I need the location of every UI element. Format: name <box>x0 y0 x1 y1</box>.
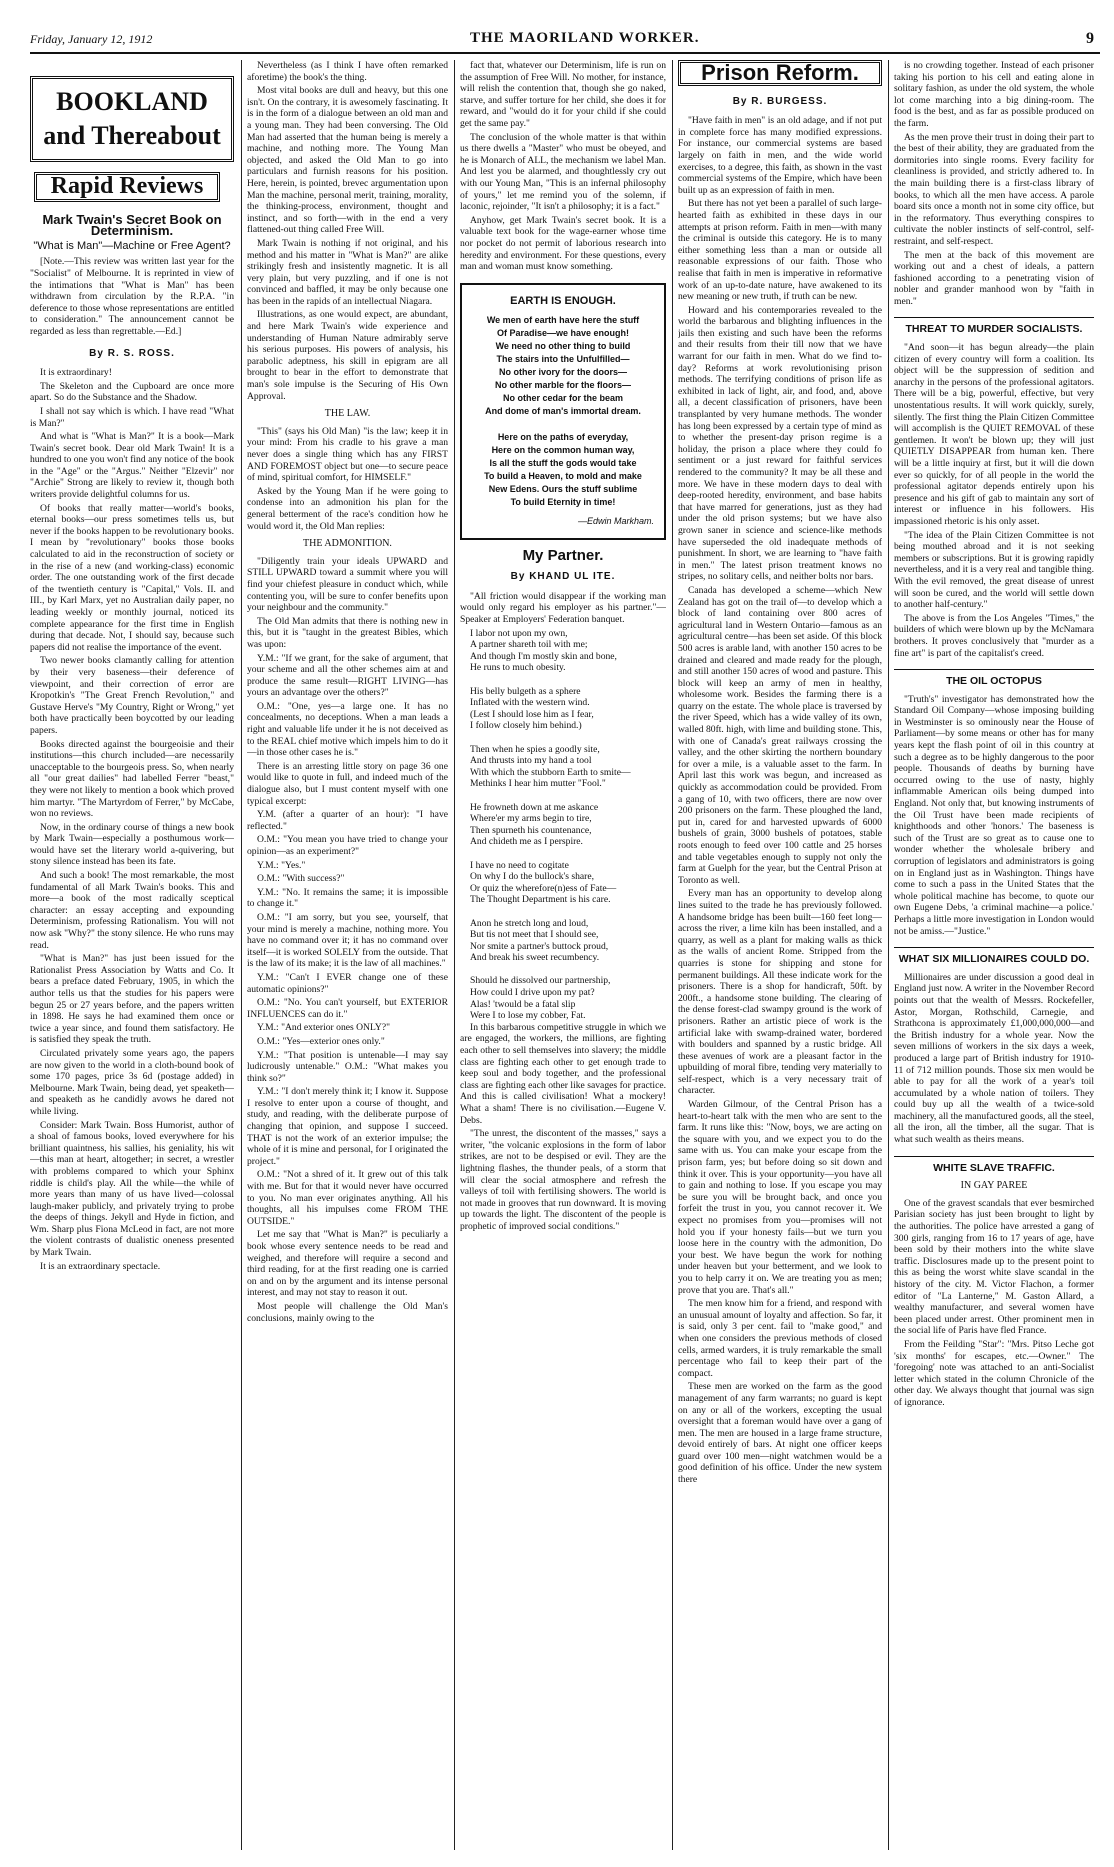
paragraph: Nevertheless (as I think I have often remarked aforetime) the book's the thing. <box>247 60 448 83</box>
verse-line: His belly bulgeth as a sphere <box>470 685 581 697</box>
paragraph: "The unrest, the discontent of the masses," says a writer, "the volcanic explosions in the form of labor strikes, are not to be despised or evil. They are the lightning flashes, the thunder peals, of a storm that will clear the social atmosphere and refresh the valleys of toil with fertilising showers. The world is not made in grooves that run downward. It is moving up towards the light. The discontent of the people is prophetic of improved social conditions." <box>460 1128 666 1232</box>
paragraph: Canada has developed a scheme—which New Zealand has got on the trail of—to develop which a block of land containing over 800 acres of agricultural land in Western Ontario—famous as an agricultural centre—has been set aside. Of this block 500 acres is arable land, with another 150 acres to be drained and cleared and made ready for the plough, and still another 150 acres of wood and pasture. This block will keep an army of men in healthy, wholesome work. Besides the farming there is a quarry on the estate. The whole place is traversed by the river Speed, which has a wide valley of its own, walled 80ft. high, with lime and building stone. This, with one of Canada's great railways crossing the valley, and the other skirting the northern boundary for over a mile, is a valuable asset to the farm. In April last this work was begun, and increased as quickly as accommodation could be provided. From a gang of 10, with two officers, there are now over 200 prisoners on the farm. These ploughed the land, put in, cared for and harvested upwards of 6000 bushels of grain, 3000 bushels of potatoes, stable roots enough to feed over 100 cattle and 25 horses and table vegetables enough to supply not only the farm at Guelph for the year, but the Central Prison at Toronto as well. <box>678 584 882 886</box>
paragraph: "Have faith in men" is an old adage, and if not put in complete force has many modified expressions. For instance, our commercial systems are based largely on faith in men, and the wide world exercises, to a degree, this faith, as shown in the vast commercial systems of the Empire, which have been built up as an expression of faith in men. <box>678 115 882 196</box>
verse-line: A partner shareth toil with me; <box>470 639 588 651</box>
verse-lines <box>460 628 666 1022</box>
dialogue: Y.M.: "That position is untenable—I may say ludicrously untenable." O.M.: "What makes you think so?" <box>247 1049 448 1084</box>
verse-line: New Edens. Ours the stuff sublime <box>488 483 638 494</box>
verse-line <box>470 732 666 744</box>
verse-line: Methinks I hear him mutter "Fool." <box>470 778 606 790</box>
verse-line: The stairs into the Unfulfilled— <box>496 353 630 364</box>
section-banner: BOOKLAND and Thereabout <box>30 76 234 162</box>
poem-title: EARTH IS ENOUGH. <box>510 294 616 307</box>
article-title: Prison Reform. <box>678 60 882 86</box>
verse-line: Anon he stretch long and loud, <box>470 917 589 929</box>
dialogue: Y.M.: "I don't merely think it; I know it. Suppose I resolve to enter upon a course of thought, and study, and reading, with the deliberate purpose of changing that opinion, and suppose I succeed. THAT is not the work of an exterior impulse; the whole of it is mine and personal, for I originated the project." <box>247 1086 448 1167</box>
column-1 <box>30 60 234 1850</box>
verse-line: And break his sweet recumbency. <box>470 952 600 964</box>
paragraph: Circulated privately some years ago, the papers are now given to the world in a cloth-bound book of some 170 pages, price 3s 6d (postage added) in Melbourne. Mark Twain, being dead, yet speaketh—and speaketh as he candidly avows he dared not while living. <box>30 1047 234 1117</box>
column-rule <box>672 60 673 1850</box>
page-header <box>30 30 1100 54</box>
poem-lines <box>472 314 654 509</box>
poem-box <box>460 283 666 540</box>
section-heading: THREAT TO MURDER SOCIALISTS. <box>894 317 1094 336</box>
paragraph: Most people will challenge the Old Man's conclusions, mainly owing to the <box>247 1300 448 1324</box>
paragraph: "The idea of the Plain Citizen Committee is not being mouthed abroad and it is not seeking members or subscriptions. But it is growing rapidly nevertheless, and it is a very real and tangible thing. With the evil removed, the great disease of unrest will soon be cured, and the world will settle down to another half-century." <box>894 529 1094 611</box>
section-heading: WHITE SLAVE TRAFFIC. <box>894 1156 1094 1175</box>
paragraph: In this barbarous competitive struggle in which we are engaged, the workers, the millions, are fighting each other to sell themselves into slavery; the middle class are fighting each other to get enough trade to keep soul and body together, and the professional class are fighting each other like savages for practice. And this is called civilisation! What a mockery! What a sham! There is no civilisation.—Eugene V. Debs. <box>460 1021 666 1126</box>
verse-line <box>470 848 666 860</box>
verse-line <box>470 674 666 686</box>
dialogue: Y.M.: "Yes." <box>257 859 306 871</box>
verse-line: And chideth me as I perspire. <box>470 836 583 848</box>
dialogue: O.M.: "No. You can't yourself, but EXTERIOR INFLUENCES can do it." <box>247 997 448 1020</box>
column-4 <box>678 60 882 1850</box>
dialogue: O.M.: "Not a shred of it. It grew out of this talk with me. But for that it would never have occurred to you. No man ever originates anything. All his thoughts, all his impulses come FROM THE OUTSIDE." <box>247 1169 448 1227</box>
verse-line: We men of earth have here the stuff <box>486 314 640 325</box>
column-rule <box>888 60 889 1850</box>
verse-line: (Lest I should lose him as I fear, <box>470 708 594 720</box>
poem-author: —Edwin Markham. <box>577 515 654 526</box>
verse-line: How could I drive upon my pat? <box>470 987 595 999</box>
paragraph: Illustrations, as one would expect, are abundant, and here Mark Twain's wide experience and understanding of Human Nature admirably serve his serious purposes. His powers of analysis, his parabolic adeptness, his skill in epigram are all brought to bear in the effort to demonstrate that man's sole impulse is the Securing of His Own Approval. <box>247 309 448 402</box>
verse-line: Nor smite a partner's buttock proud, <box>470 940 609 952</box>
page-number: 9 <box>1086 30 1094 47</box>
verse-line: I have no need to cogitate <box>470 859 569 871</box>
verse-line: He frowneth down at me askance <box>470 801 599 813</box>
column-rule <box>454 60 455 1850</box>
verse-line: No other marble for the floors— <box>494 379 631 390</box>
paragraph: One of the gravest scandals that ever besmirched Parisian society has just been brought to light by the authorities. The police have arrested a gang of 300 girls, ranging from 16 to 17 years of age, have been sold by their mothers into the white slave traffic. Disclosures made up to the present point to this as being the worst white slave scandal in the history of the city. M. Victor Flachon, a former editor of "La Lanterne," M. Gaston Allard, a wealthy manufacturer, and several women have been placed under arrest. Other prominent men in the social life of Paris have fled France. <box>894 1197 1094 1337</box>
column-5 <box>894 60 1094 1850</box>
verse-line: No other ivory for the doors— <box>498 366 627 377</box>
paragraph: The Skeleton and the Cupboard are once more apart. So do the Substance and the Shadow. <box>30 380 234 404</box>
verse-line: And thrusts into my hand a tool <box>470 755 592 767</box>
article-subtitle: "What is Man"—Machine or Free Agent? <box>33 239 231 252</box>
verse-line: The Thought Department is his care. <box>470 894 611 906</box>
section-heading: WHAT SIX MILLIONAIRES COULD DO. <box>894 947 1094 966</box>
issue-date: Friday, January 12, 1912 <box>30 32 153 46</box>
paragraph: These men are worked on the farm as the good management of any farm warrants; no guard is kept on any or all of the workers, excepting the usual oversight that a foreman would have over a gang of men. The men are housed in a large frame structure, devoid entirely of bars. At night one officer keeps guard over 100 men—night watchmen would be a good definition of his office. Under the new system there <box>678 1381 882 1486</box>
paragraph: It is an extraordinary spectacle. <box>40 1260 161 1272</box>
verse-line: But tis not meet that I should see, <box>470 929 599 941</box>
dialogue: O.M.: "One, yes—a large one. It has no concealments, no deceptions. When a man leads a right and valuable life under it he is not deceived as to the REAL chief motive which impels him to do it—in those other cases he is." <box>247 700 448 759</box>
verse-line: Here on the common human way, <box>491 444 635 455</box>
byline: By KHAND UL ITE. <box>510 571 616 583</box>
paragraph: There is an arresting little story on page 36 one would like to quote in full, and indeed much of the dialogue also, but I must content myself with one typical excerpt: <box>247 760 448 807</box>
verse-line: And though I'm mostly skin and bone, <box>470 650 617 662</box>
dialogue: Y.M. (after a quarter of an hour): "I have reflected." <box>247 809 448 832</box>
byline: By R. BURGESS. <box>732 95 828 107</box>
article-title: My Partner. <box>522 546 604 564</box>
editor-note: [Note.—This review was written last year for the "Socialist" of Melbourne. It is reprinted in view of the intimations that "What is Man" has been withdrawn from circulation by the R.P.A. "in deference to those whose representations are entitled to consideration." The announcement cannot be regarded as less than regrettable.—Ed.] <box>30 256 234 337</box>
subheading: IN GAY PAREE <box>960 1180 1028 1192</box>
verse-line: Alas! 'twould be a fatal slip <box>470 998 576 1010</box>
verse-line: No other cedar for the beam <box>502 392 624 403</box>
dialogue: Y.M.: "Can't I EVER change one of these automatic opinions?" <box>247 971 448 995</box>
paragraph: "What is Man?" has just been issued for the Rationalist Press Association by Watts and Co. It bears a preface dated February, 1905, in which the author tells us that the studies for his papers were begun 25 or 27 years before, and the papers written in 1898. He says he had examined them once or twice a year since, and found them satisfactory. He is satisfied they speak the truth. <box>30 953 234 1046</box>
verse-line: I follow closely him behind.) <box>470 720 582 732</box>
verse-line: Were I to lose my cobber, Fat. <box>470 1010 586 1022</box>
subheading: THE ADMONITION. <box>303 538 392 550</box>
paragraph: Most vital books are dull and heavy, but this one isn't. On the contrary, it is awesomely fascinating. It is in the form of a dialogue between an old man and a young man. They had been conversing. The Old Man had asserted that the human being is merely a machine, and nothing more. The Young Man objected, and asked the Old Man to go into particulars and furnish reasons for his position. Here, herein, is pointed, brevec argumentation upon Man the machine, personal merit, training, morality, the thinking-process, environment, thought and instinct, and so forth—with in the end a very flattened-out thing called Free Will. <box>247 85 448 236</box>
verse-line: And dome of man's immortal dream. <box>485 405 641 416</box>
rapid-reviews-banner: Rapid Reviews <box>34 172 220 202</box>
dialogue: O.M.: "With success?" <box>257 873 345 885</box>
verse-line: Or quiz the wherefore(n)ess of Fate— <box>470 882 617 894</box>
masthead: THE MAORILAND WORKER. <box>470 30 700 46</box>
verse-line: He runs to much obesity. <box>470 662 566 674</box>
verse-line <box>470 790 666 802</box>
byline: By R. S. ROSS. <box>89 347 175 359</box>
dialogue: O.M.: "I am sorry, but you see, yourself, that your mind is merely a machine, nothing more. You have no command over it; it has no command over itself—it is worked SOLELY from the outside. That is the law of its make; it is the law of all machines." <box>247 911 448 970</box>
verse-line: To build a Heaven, to mold and make <box>484 470 642 481</box>
paragraph: fact that, whatever our Determinism, life is run on the assumption of Free Will. No mother, for instance, will relish the contention that, though she go naked, starve, and suffer torture for her child, she does it for reward, and "would do it for your child if she could get the same pay." <box>460 60 666 129</box>
paragraph: Of books that really matter—world's books, eternal books—our press sometimes tells us, but never if the books happen to be revolutionary books. I mean by "revolutionary" books those books calculated to aid in the reconstruction of society or in the rise of a new (and working-class) economic order. The one outstanding work of the first decade of the twentieth century is "Capital," Vols. II. and III., by Karl Marx, yet no Australian daily paper, no leading weekly or monthly journal, noticed its complete appearance for the first time in English during that decade. Not, I should say, because such papers did not realise the importance of the event. <box>30 502 234 653</box>
verse-line: Where'er my arms begin to tire, <box>470 813 592 825</box>
paragraph: is no crowding together. Instead of each prisoner taking his portion to his cell and eating alone in solitary fashion, as under the old system, the whole lot come marching into a big dining-room. The food is the best, and as far as possible produced on the farm. <box>894 60 1094 129</box>
dialogue: Y.M.: "No. It remains the same; it is impossible to change it." <box>247 886 448 910</box>
paragraph: "This" (says his Old Man) "is the law; keep it in your mind: From his cradle to his grave a man never does a single thing which has any FIRST AND FOREMOST object but one—to secure peace of mind, spiritual comfort, for HIMSELF." <box>247 425 448 484</box>
paragraph: Now, in the ordinary course of things a new book by Mark Twain—especially a posthumous work—would have set the literary world a-quivering, but stony silence instead has been its fate. <box>30 821 234 868</box>
verse-line: We need no other thing to build <box>495 340 631 351</box>
paragraph: As the men prove their trust in doing their part to the best of their ability, they are graduated from the dormitories into single rooms. Every facility for cleanliness is provided, and strictly adhered to. In the main building there is a first-class library of books, to which all the men have access. A parole board sits once a month not in some city office, but in the reformatory. Thus everything conspires to cultivate the nobler instincts of self-control, self-restraint, and self-respect. <box>894 131 1094 247</box>
verse-line: Is all the stuff the gods would take <box>489 457 637 468</box>
verse-line: On why I do the bullock's share, <box>470 871 595 883</box>
verse-line: I labor not upon my own, <box>470 627 568 639</box>
paragraph: The Old Man admits that there is nothing new in this, but it is "taught in the greatest Bibles, which was upon: <box>247 615 448 650</box>
subheading: THE LAW. <box>324 408 371 420</box>
dialogue: O.M.: "You mean you have tried to change your opinion—as an experiment?" <box>247 834 448 857</box>
paragraph: "And soon—it has begun already—the plain citizen of every country will form a coalition. Its object will be the suppression of sedition and anarchy in the persons of the professional agitators. There will be a big, powerful, effective, but very unostentatious results. It will work quickly, surely, silently. The first thing the Plain Citizen Committee will accomplish is the QUIET REMOVAL of these gentlemen. It won't be blown up; they will just QUIETLY DISAPPEAR from human ken. There will be a little inquiry at first, but it will die down ever so quickly, for of all people in the world the professional agitator depends entirely upon his presence and his gift of gab to maintain any sort of interest or influence in his followers. His impassioned rhetoric is his only asset. <box>894 342 1094 527</box>
paragraph: Warden Gilmour, of the Central Prison has a heart-to-heart talk with the men who are sent to the farm. It runs like this: "Now, boys, we are acting on the square with you, and we expect you to do the same with us. You can make your escape from the prison farm, yes; but before doing so sit down and think it over. This is your opportunity—you have all to gain and nothing to lose. If you escape you may be sure you will be brought back, and once you forfeit the trust in you, you cannot recover it. We expect no promises from you—promises will not hold you if your honesty fails—but we turn you loose here in the country with the admonition, Do your best. We have begun the work for nothing under heaven but your betterment, and we look to you to help carry it on. We are treating you as men; prove that you are. That's all." <box>678 1099 882 1296</box>
verse-line: With which the stubborn Earth to smite— <box>470 766 631 778</box>
article-title: Mark Twain's Secret Book on Determinism. <box>42 211 222 239</box>
verse-line: Here on the paths of everyday, <box>497 431 629 442</box>
paragraph: "Diligently train your ideals UPWARD and STILL UPWARD toward a summit where you will find your chiefest pleasure in conduct which, while contenting you, will be sure to confer benefits upon your neighbour and the community." <box>247 555 448 614</box>
verse-line: Then spurneth his countenance, <box>470 824 592 836</box>
paragraph: Consider: Mark Twain. Boss Humorist, author of a shoal of famous books, loved everywhere for his brilliant quaintness, his sallies, his geniality, his wit—this man at heart, altogether; in secret, a wrestler with problems compared to which your Sphinx riddle is child's play. All the while—the while of more years than many of us have lived—colossal laugh-maker publicly, and privately trying to probe the deeps of things. Jekyll and Hyde in fiction, and Wm. Sharp plus Fiona McLeod in fact, are not more the violent contrasts of dualistic oneness presented by Mark Twain. <box>30 1119 234 1259</box>
paragraph: The men know him for a friend, and respond with an unusual amount of loyalty and affection. So far, it is said, only 3 per cent. fail to "make good," and when one considers the previous methods of closed cells, armed warders, it is truly remarkable the small percentage who fail to keep their part of the compact. <box>678 1298 882 1379</box>
dialogue: Y.M.: "And exterior ones ONLY?" <box>257 1022 390 1034</box>
dialogue: O.M.: "Yes—exterior ones only." <box>257 1035 385 1047</box>
paragraph: From the Feilding "Star": "Mrs. Pitso Leche got 'six months' for escapes, etc.—Owner." The 'foregoing' note was attached to an anti-Socialist letter which stated in the column Chronicle of the other day. We always thought that journal was sign of ignorance. <box>894 1338 1094 1408</box>
paragraph: I shall not say which is which. I have read "What is Man?" <box>30 405 234 429</box>
paragraph: Let me say that "What is Man?" is peculiarly a book whose every sentence needs to be read and weighed, and therefore will require a second and third reading, for at the first reading one is carried on and on by the argument and its intense personal interest, and may not stay to reason it out. <box>247 1229 448 1299</box>
paragraph: The conclusion of the whole matter is that within us there dwells a "Master" who must be obeyed, and he is Monarch of ALL, the mechanism we label Man. And lest you be alarmed, and thoughtlessly cry out with our Young Man, "This is an infernal philosophy of yours," let me remind you of the solemn, if laconic, rejoinder, "It isn't a philosophy; it is a fact." <box>460 131 666 213</box>
section-heading: THE OIL OCTOPUS <box>894 669 1094 688</box>
paragraph: Two newer books clamantly calling for attention by their very baseness—their deference of viewpoint, and their correction of error are Kropotkin's "The Great French Revolution," and Gustave Herve's "My Country, Right or Wrong," yet both have practically been boycotted by our leading papers. <box>30 655 234 736</box>
column-3 <box>460 60 666 1850</box>
paragraph: "Truth's" investigator has demonstrated how the Standard Oil Company—whose imposing building in Westminster is so ominously near the House of Parliament—by some means or other has for many years kept the flash point of oil in this country at such a degree as to be highly dangerous to the poor people. Thousands of deaths by burning have occurred owing to the use of nasty, highly inflammable American oils being dumped into England. Not only that, but knowing instruments of the Oil Trust have been made recipients of knighthoods and other 'honors.' The baseness is such of the Trust are so great as to cause one to wonder whether the wholesale bribery and corruption of legislators and administrators is going on in England just as in Washington. Things have come to such a pass in the United States that the whole political machine has become, to quote our own Eugene Debs, 'a criminal machine—a police.' Perhaps a little more investigation in London would not be amiss.—"Justice." <box>894 693 1094 937</box>
dialogue: Y.M.: "If we grant, for the sake of argument, that your scheme and all the other schemes aim at and produce the same result—RIGHT LIVING—has yours an advantage over the others?" <box>247 652 448 699</box>
verse-line: Inflated with the western wind. <box>470 697 590 709</box>
column-2 <box>247 60 448 1850</box>
paragraph: And such a book! The most remarkable, the most fundamental of all Mark Twain's books. This and more—a book of the most radically sceptical character: an essay accepting and expounding Determinism, professing Rationalism. You will not now ask "Why?" the stony silence. He who runs may read. <box>30 870 234 951</box>
paragraph: It is extraordinary! <box>40 367 112 379</box>
paragraph: The above is from the Los Angeles "Times," the builders of which were blown up by the McNamara brothers. It proves conclusively that "murder as a fine art" is part of the capitalist's creed. <box>894 612 1094 659</box>
epigraph: "All friction would disappear if the working man would only regard his employer as his partner."—Speaker at Employers' Federation banquet. <box>460 590 666 626</box>
paragraph: But there has not yet been a parallel of such large-hearted faith as exhibited in these days in our attempts at prison reform. Faith in men—with many the criminal is outside this category. He is to many either something less than a man or outside all reasonable expressions of our faith. Those who realise that faith in men is imperative in reformative work of an up-to-date nature, have awakened to its new meaning or new truth, if truth can be new. <box>678 198 882 303</box>
verse-line <box>470 964 666 976</box>
verse-line <box>472 418 654 431</box>
verse-line <box>470 906 666 918</box>
column-rule <box>241 60 242 1850</box>
verse-line: Should he dissolved our partnership, <box>470 975 611 987</box>
paragraph: Asked by the Young Man if he were going to condense into an admonition his plan for the general betterment of the race's condition how he would word it, the Old Man replies: <box>247 485 448 532</box>
paragraph: Books directed against the bourgeoisie and their institutions—this church included—are necessarily unacceptable to the bourgeois press. So, when nearly all "our great dailies" had labelled Ferrer "beast," they were not likely to mention a book which proved him martyr. "The Martyrdom of Ferrer," by McCabe, won no reviews. <box>30 738 234 820</box>
paragraph: Mark Twain is nothing if not original, and his method and his matter in "What is Man?" are alike strikingly fresh and insistently magnetic. It is all very plain, but very puzzling, and if one is not convinced and baffled, it may be only because one has been in the rapids of an intellectual Niagara. <box>247 237 448 307</box>
verse-line: Then when he spies a goodly site, <box>470 743 600 755</box>
verse-line: Of Paradise—we have enough! <box>496 327 630 338</box>
paragraph: And what is "What is Man?" It is a book—Mark Twain's secret book. Dear old Mark Twain! It is a hundred to one you won't find any notice of the book in the "Age" or the "Argus." Neither "Elzevir" nor "Archie" Strong are likely to review it, though both writers provide delightful columns for us. <box>30 431 234 501</box>
verse-line: To build Eternity in time! <box>510 496 616 507</box>
paragraph: Millionaires are under discussion a good deal in England just now. A writer in the November Record points out that the wealth of Messrs. Rockefeller, Astor, Morgan, Rothschild, Carnegie, and Strathcona is approximately £1,000,000,000—and the British industry for a whole year. Now the seven millions of workers in the six days a week, produced a large part of British industry for 1910-11 of 712 million pounds. Those six men would be able to pay for all the work of a year's toil accumulated by a whole nation of toilers. They could buy up all the wealth of a twice-sold machinery, all the manufactured goods, all the steel, all the iron, all the timber, all the sugar. That is what such wealth as theirs means. <box>894 971 1094 1146</box>
paragraph: Howard and his contemporaries revealed to the world the barbarous and blighting influences in the jails then existing and such have been the reforms and their results from their till now that we have warrant for our faith in men. What do we find to-day? Reforms at work revolutionising prison methods. The terrifying conditions of prison life as exhibited in lack of light, air, and food, and, above all, a decent classification of prisoners, have been transplanted by very humane methods. The wonder has long been expressed by a certain type of mind as to whether the present-day prison regime is a holiday, the prison a place where they could fo sentiment or a just reward for faithful services rendered to the community? It may be all these and more. We have in these modern days to deal with deep-rooted heredity, environment, and base habits that have marred for generations, just as they had under the old prison systems; but we have also grown saner in science and science-like methods have superseded the old inadequate methods of punishment. In short, we are learning to "have faith in men." The latest prison treatment knows no stripes, no solitary cells, and neither bolts nor bars. <box>678 304 882 583</box>
paragraph: Every man has an opportunity to develop along lines suited to the trade he has previously followed. A handsome bridge has been built—160 feet long—across the river, a lime kiln has been installed, and a quarry, as well as a plant for making walls as thick as the walls of ancient Rome. Stripped from the quarries is stone for shipping and stone for permanent buildings. All these indicate work for the prisoners. There is a shop for handicraft, 50ft. by 200ft., a handsome stone building. The clearing of the dense forest-clad swampy ground is the work of prisoners. Rather an artistic piece of work is the artificial lake with swamp-drained water, bordered with boulders and spanned by a rustic bridge. All these avenues of work are a pleasant factor in the upbuilding of moral fibre, tending very materially to self-respect, which is a very necessary trait of character. <box>678 888 882 1097</box>
paragraph: The men at the back of this movement are working out and a chest of ideals, a pattern fashioned according to a penetrating vision of nobler and grander manhood won by "faith in men." <box>894 249 1094 307</box>
paragraph: Anyhow, get Mark Twain's secret book. It is a valuable text book for the wage-earner whose time nor pocket do not permit of laborious research into heredity and environment. For these questions, every man and woman must know something. <box>460 214 666 273</box>
